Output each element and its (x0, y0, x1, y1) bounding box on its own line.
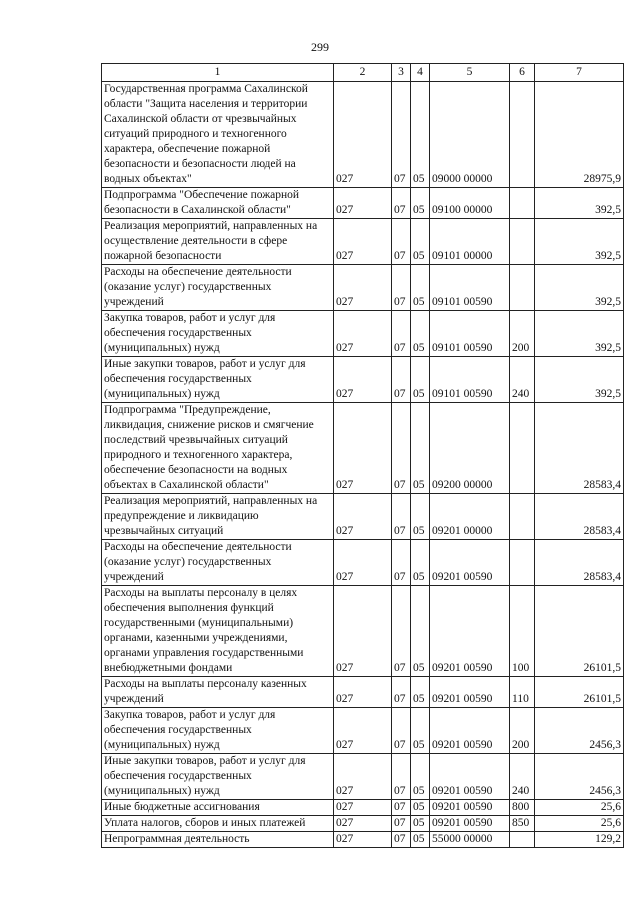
row-target-code: 55000 00000 (430, 832, 510, 848)
row-amount: 25,6 (535, 816, 624, 832)
header-col-2: 2 (334, 64, 392, 82)
row-amount: 28975,9 (535, 82, 624, 188)
row-amount: 26101,5 (535, 586, 624, 677)
table-row (102, 311, 624, 357)
row-target-code: 09101 00000 (430, 219, 510, 265)
row-ministry-code: 027 (334, 832, 392, 848)
row-ministry-code: 027 (334, 586, 392, 677)
row-subsection-code: 05 (411, 357, 430, 403)
row-ministry-code: 027 (334, 265, 392, 311)
header-col-4: 4 (411, 64, 430, 82)
row-target-code: 09101 00590 (430, 311, 510, 357)
row-section-code: 07 (392, 708, 411, 754)
row-section-code: 07 (392, 188, 411, 219)
row-section-code: 07 (392, 494, 411, 540)
row-name: Реализация мероприятий, направленных на предупреждение и ликвидацию чрезвычайных ситуаций (102, 494, 334, 540)
row-expense-type (510, 403, 535, 494)
row-ministry-code: 027 (334, 219, 392, 265)
row-target-code: 09201 00590 (430, 754, 510, 800)
table-row (102, 188, 624, 219)
header-row (102, 64, 624, 82)
row-target-code: 09201 00590 (430, 708, 510, 754)
row-expense-type (510, 494, 535, 540)
row-name: Расходы на обеспечение деятельности (оказание услуг) государственных учреждений (102, 265, 334, 311)
row-subsection-code: 05 (411, 219, 430, 265)
row-subsection-code: 05 (411, 188, 430, 219)
header-col-3: 3 (392, 64, 411, 82)
row-ministry-code: 027 (334, 708, 392, 754)
row-subsection-code: 05 (411, 586, 430, 677)
row-ministry-code: 027 (334, 494, 392, 540)
table-row (102, 494, 624, 540)
row-target-code: 09000 00000 (430, 82, 510, 188)
row-expense-type: 240 (510, 357, 535, 403)
row-target-code: 09200 00000 (430, 403, 510, 494)
table-row (102, 586, 624, 677)
row-ministry-code: 027 (334, 188, 392, 219)
header-col-5: 5 (430, 64, 510, 82)
table-row (102, 754, 624, 800)
row-name: Расходы на выплаты персоналу казенных учреждений (102, 677, 334, 708)
row-subsection-code: 05 (411, 832, 430, 848)
row-subsection-code: 05 (411, 816, 430, 832)
row-name: Иные закупки товаров, работ и услуг для обеспечения государственных (муниципальных) нужд (102, 357, 334, 403)
row-amount: 392,5 (535, 219, 624, 265)
row-name: Подпрограмма "Предупреждение, ликвидация, снижение рисков и смягчение последствий чрезвычайных ситуаций природного и техногенного характера, обеспечение безопасности на водных объектах в Сахалинской области" (102, 403, 334, 494)
table-row (102, 832, 624, 848)
row-section-code: 07 (392, 265, 411, 311)
row-target-code: 09201 00000 (430, 494, 510, 540)
row-amount: 28583,4 (535, 403, 624, 494)
row-section-code: 07 (392, 754, 411, 800)
row-expense-type (510, 82, 535, 188)
header-col-7: 7 (535, 64, 624, 82)
header-col-6: 6 (510, 64, 535, 82)
row-ministry-code: 027 (334, 540, 392, 586)
row-target-code: 09201 00590 (430, 540, 510, 586)
row-expense-type: 200 (510, 311, 535, 357)
row-subsection-code: 05 (411, 82, 430, 188)
row-amount: 26101,5 (535, 677, 624, 708)
table-row (102, 708, 624, 754)
row-subsection-code: 05 (411, 800, 430, 816)
table-row (102, 357, 624, 403)
row-amount: 129,2 (535, 832, 624, 848)
row-subsection-code: 05 (411, 311, 430, 357)
row-amount: 392,5 (535, 311, 624, 357)
row-target-code: 09201 00590 (430, 800, 510, 816)
row-expense-type (510, 832, 535, 848)
row-ministry-code: 027 (334, 311, 392, 357)
row-subsection-code: 05 (411, 403, 430, 494)
row-section-code: 07 (392, 816, 411, 832)
row-name: Непрограммная деятельность (102, 832, 334, 848)
table-row (102, 540, 624, 586)
row-section-code: 07 (392, 357, 411, 403)
row-amount: 2456,3 (535, 708, 624, 754)
row-name: Реализация мероприятий, направленных на осуществление деятельности в сфере пожарной безопасности (102, 219, 334, 265)
row-ministry-code: 027 (334, 800, 392, 816)
row-name: Иные закупки товаров, работ и услуг для обеспечения государственных (муниципальных) нужд (102, 754, 334, 800)
table-row (102, 219, 624, 265)
row-name: Государственная программа Сахалинской области "Защита населения и территории Сахалинской области от чрезвычайных ситуаций природного и техногенного характера, обеспечение пожарной безопасности и безопасности людей на водных объектах" (102, 82, 334, 188)
row-amount: 392,5 (535, 188, 624, 219)
row-amount: 2456,3 (535, 754, 624, 800)
row-target-code: 09100 00000 (430, 188, 510, 219)
row-section-code: 07 (392, 586, 411, 677)
row-expense-type: 800 (510, 800, 535, 816)
page-number: 299 (311, 40, 329, 54)
row-target-code: 09101 00590 (430, 357, 510, 403)
row-expense-type (510, 188, 535, 219)
table-row (102, 677, 624, 708)
table-row (102, 800, 624, 816)
row-target-code: 09201 00590 (430, 586, 510, 677)
table-row (102, 403, 624, 494)
row-name: Расходы на обеспечение деятельности (оказание услуг) государственных учреждений (102, 540, 334, 586)
row-expense-type (510, 265, 535, 311)
table-row (102, 816, 624, 832)
row-section-code: 07 (392, 82, 411, 188)
row-target-code: 09101 00590 (430, 265, 510, 311)
row-subsection-code: 05 (411, 677, 430, 708)
row-expense-type: 200 (510, 708, 535, 754)
row-ministry-code: 027 (334, 754, 392, 800)
row-expense-type: 110 (510, 677, 535, 708)
row-section-code: 07 (392, 677, 411, 708)
row-name: Уплата налогов, сборов и иных платежей (102, 816, 334, 832)
row-amount: 28583,4 (535, 540, 624, 586)
table-row (102, 82, 624, 188)
row-section-code: 07 (392, 540, 411, 586)
row-amount: 28583,4 (535, 494, 624, 540)
row-expense-type (510, 540, 535, 586)
row-amount: 392,5 (535, 265, 624, 311)
row-section-code: 07 (392, 800, 411, 816)
row-amount: 25,6 (535, 800, 624, 816)
row-expense-type: 240 (510, 754, 535, 800)
row-ministry-code: 027 (334, 357, 392, 403)
row-expense-type: 100 (510, 586, 535, 677)
row-name: Закупка товаров, работ и услуг для обеспечения государственных (муниципальных) нужд (102, 311, 334, 357)
row-subsection-code: 05 (411, 540, 430, 586)
row-subsection-code: 05 (411, 708, 430, 754)
row-expense-type (510, 219, 535, 265)
row-name: Подпрограмма "Обеспечение пожарной безопасности в Сахалинской области" (102, 188, 334, 219)
row-subsection-code: 05 (411, 754, 430, 800)
row-name: Закупка товаров, работ и услуг для обеспечения государственных (муниципальных) нужд (102, 708, 334, 754)
row-expense-type: 850 (510, 816, 535, 832)
row-name: Расходы на выплаты персоналу в целях обеспечения выполнения функций государственными (муниципальными) органами, казенными учреждениями, органами управления государственными внебюджетными фондами (102, 586, 334, 677)
row-ministry-code: 027 (334, 403, 392, 494)
row-section-code: 07 (392, 832, 411, 848)
row-target-code: 09201 00590 (430, 816, 510, 832)
row-subsection-code: 05 (411, 494, 430, 540)
budget-table (101, 63, 624, 848)
row-section-code: 07 (392, 311, 411, 357)
row-section-code: 07 (392, 219, 411, 265)
row-ministry-code: 027 (334, 82, 392, 188)
row-target-code: 09201 00590 (430, 677, 510, 708)
row-subsection-code: 05 (411, 265, 430, 311)
row-ministry-code: 027 (334, 677, 392, 708)
row-name: Иные бюджетные ассигнования (102, 800, 334, 816)
row-section-code: 07 (392, 403, 411, 494)
row-amount: 392,5 (535, 357, 624, 403)
row-ministry-code: 027 (334, 816, 392, 832)
header-col-1: 1 (102, 64, 334, 82)
table-row (102, 265, 624, 311)
